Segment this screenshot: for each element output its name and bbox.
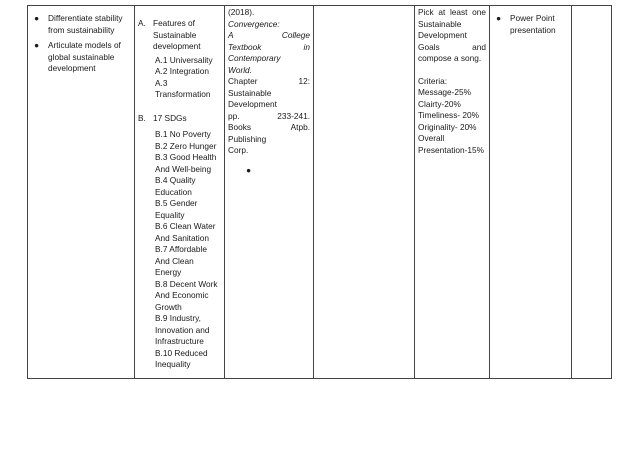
list-item: A.1 Universality	[155, 54, 213, 65]
list-item: B.10 Reduced Inequality	[155, 347, 208, 369]
list-item: B.2 Zero Hunger	[155, 140, 217, 151]
bullet-icon: ●	[34, 13, 40, 23]
bullet-icon: ●	[496, 13, 502, 23]
list-item: ● Articulate models of global sustainable development	[34, 40, 121, 73]
list-item: B.7 Affordable And Clean Energy	[155, 244, 207, 277]
criteria-list	[418, 87, 486, 156]
section-b: B. 17 SDGs	[138, 112, 187, 123]
bullet-icon: ●	[246, 164, 252, 175]
lesson-plan-table	[27, 5, 612, 379]
list-item: A.3 Transformation	[155, 77, 211, 99]
list-item: Overall	[418, 133, 445, 143]
assessment-cell	[415, 6, 490, 379]
reference-year: (2018).	[228, 7, 255, 17]
reference-title: Convergence: A College Textbook in Contemporary World.	[228, 18, 310, 75]
list-item: B.9 Industry, Innovation and Infrastructure	[155, 313, 210, 346]
reference-details: Chapter 12: Sustainable Development pp. 233-241. Books Atpb. Publishing Corp.	[228, 76, 310, 155]
content-cell	[135, 6, 225, 379]
section-a: A. Features of Sustainable development	[138, 18, 221, 53]
list-item: B.6 Clean Water And Sanitation	[155, 221, 216, 243]
table-row	[28, 6, 612, 379]
list-item: Originality- 20%	[418, 121, 477, 132]
section-b-list	[138, 129, 221, 371]
section-a-title: Features of Sustainable development	[153, 18, 201, 51]
list-item: Message-25%	[418, 87, 472, 97]
list-item: Clairty-20%	[418, 98, 461, 109]
bullet-icon: ●	[34, 40, 40, 50]
references-cell	[225, 6, 314, 379]
list-item: ● Power Point presentation	[496, 13, 556, 35]
list-item: Presentation-15%	[418, 144, 484, 155]
list-item: B.3 Good Health And Well-being	[155, 152, 217, 174]
section-a-list	[138, 55, 221, 101]
criteria-title: Criteria:	[418, 75, 448, 86]
section-b-title: 17 SDGs	[153, 112, 187, 123]
task-description: Pick at least one Sustainable Development Goals and compose a song.	[418, 7, 486, 63]
list-item: B.5 Gender Equality	[155, 198, 198, 220]
list-item: Timeliness- 20%	[418, 110, 480, 120]
list-item: B.4 Quality Education	[155, 175, 196, 197]
empty-cell	[314, 6, 415, 379]
output-cell	[490, 6, 572, 379]
list-item: A.2 Integration	[155, 66, 209, 76]
list-item: ● Differentiate stability from sustainability	[34, 13, 123, 35]
list-item: B.1 No Poverty	[155, 129, 211, 139]
empty-cell	[572, 6, 612, 379]
list-item: B.8 Decent Work And Economic Growth	[155, 278, 218, 312]
objectives-cell	[28, 6, 135, 379]
